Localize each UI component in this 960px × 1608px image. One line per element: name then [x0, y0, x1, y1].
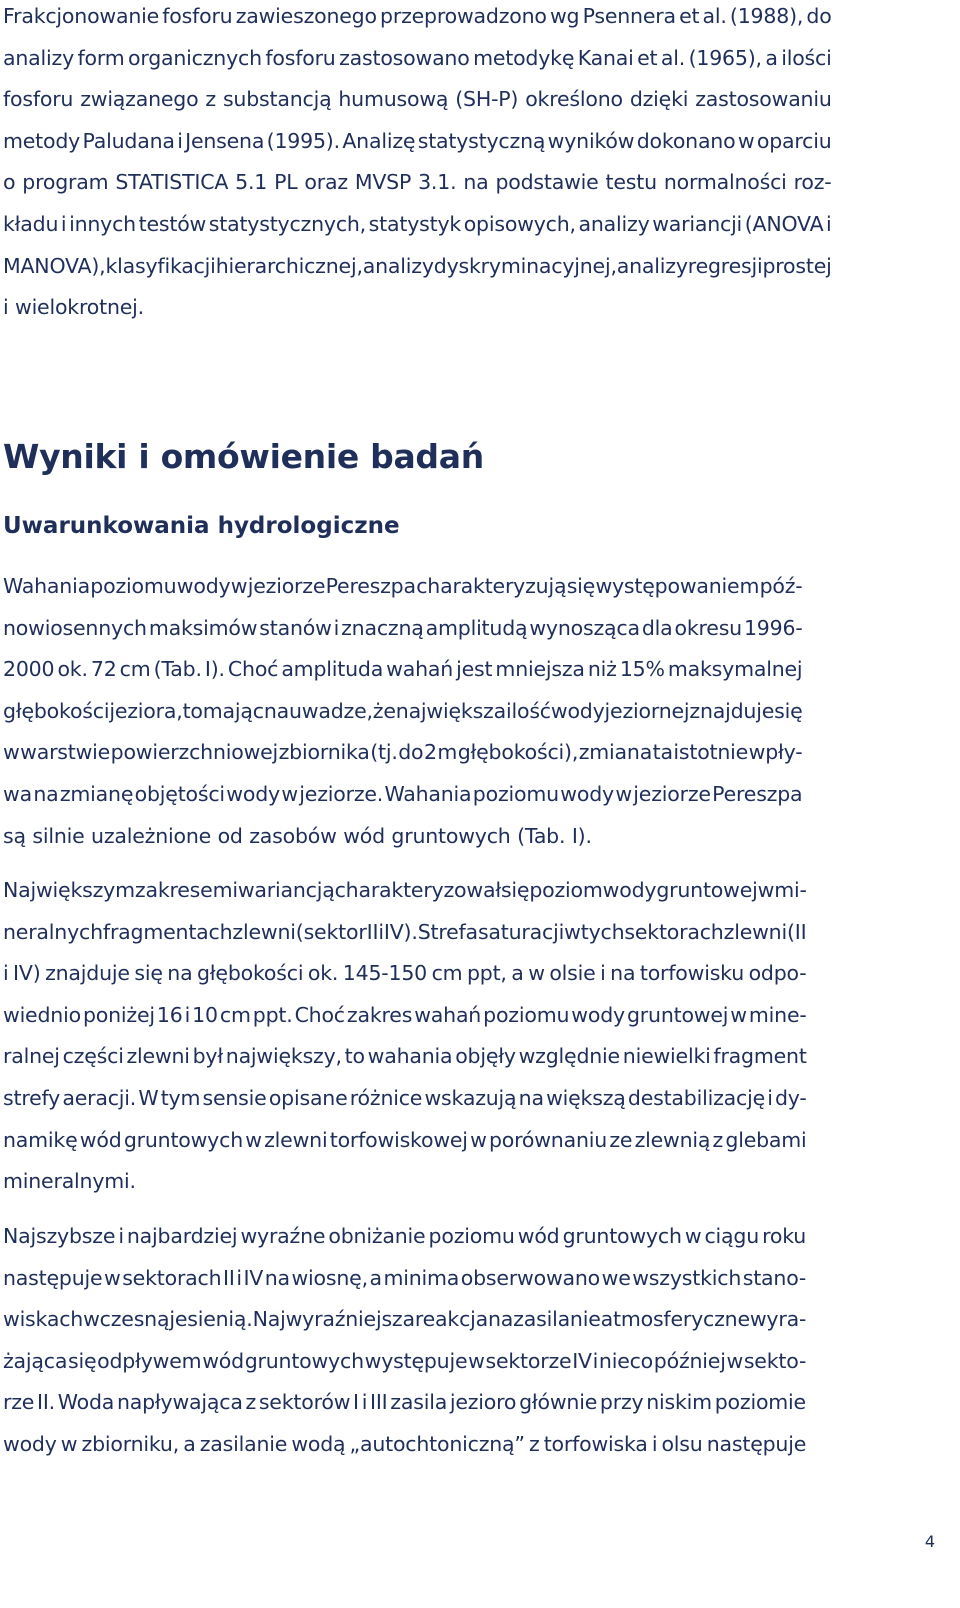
text-line: Frakcjonowanie fosforu zawieszonego przeprowadzono wg Psennera et al. (1988), do — [3, 4, 832, 28]
text-line: w warstwie powierzchniowej zbiornika (tj. do 2 m głębokości), zmiana ta istotnie wpły- — [3, 740, 803, 765]
paragraph-groundwater-dynamics — [3, 1216, 806, 1466]
text-line: neralnych fragmentach zlewni (sektor II i IV). Strefa saturacji w tych sektorach zlewni (II — [3, 919, 807, 944]
paragraph-groundwater-range — [3, 870, 807, 1203]
paragraph-methods — [3, 0, 832, 329]
section-title: Wyniki i omówienie badań — [3, 437, 484, 476]
text-line: wa na zmianę objętości wody w jeziorze. Wahania poziomu wody w jeziorze Pereszpa — [3, 781, 803, 806]
text-line: strefy aeracji. W tym sensie opisane różnice wskazują na większą destabilizację i dy- — [3, 1085, 807, 1110]
text-line: fosforu związanego z substancją humusową (SH-P) określono dzięki zastosowaniu — [3, 87, 832, 112]
text-line: Największym zakresem i wariancją charakteryzował się poziom wody gruntowej w mi- — [3, 878, 807, 902]
text-line: analizy form organicznych fosforu zastosowano metodykę Kanai et al. (1965), a ilości — [3, 45, 832, 70]
text-line: następuje w sektorach II i IV na wiosnę, a minima obserwowano we wszystkich stano- — [3, 1265, 807, 1290]
text-line: i wielokrotnej. — [3, 295, 144, 320]
text-line: głębokości jeziora, to mając na uwadze, że największa ilość wody jeziornej znajduje się — [3, 698, 803, 723]
text-line: namikę wód gruntowych w zlewni torfowiskowej w porównaniu ze zlewnią z glebami — [3, 1127, 807, 1152]
subsection-title: Uwarunkowania hydrologiczne — [3, 513, 400, 539]
page-number: 4 — [924, 1532, 935, 1551]
text-line: nowiosennych maksimów stanów i znaczną amplitudą wynosząca dla okresu 1996- — [3, 615, 803, 640]
text-line: żająca się odpływem wód gruntowych występuje w sektorze IV i nieco później w sekto- — [3, 1348, 807, 1373]
text-line: rze II. Woda napływająca z sektorów I i III zasila jezioro głównie przy niskim poziomie — [3, 1390, 806, 1415]
text-line: i IV) znajduje się na głębokości ok. 145-150 cm ppt, a w olsie i na torfowisku odpo- — [3, 961, 807, 986]
text-line: wiednio poniżej 16 i 10 cm ppt. Choć zakres wahań poziomu wody gruntowej w mine- — [3, 1002, 807, 1027]
text-line: metody Paludana i Jensena (1995). Analizę statystyczną wyników dokonano w oparciu — [3, 128, 832, 153]
text-line: wody w zbiorniku, a zasilanie wodą „autochtoniczną” z torfowiska i olsu następuje — [3, 1431, 807, 1456]
text-line: MANOVA), klasyfikacji hierarchicznej, analizy dyskryminacyjnej, analizy regresji prostej — [3, 253, 832, 278]
text-line: 2000 ok. 72 cm (Tab. I). Choć amplituda wahań jest mniejsza niż 15% maksymalnej — [3, 657, 803, 682]
text-line: o program STATISTICA 5.1 PL oraz MVSP 3.1. na podstawie testu normalności roz- — [3, 170, 832, 195]
text-line: mineralnymi. — [3, 1169, 136, 1194]
text-line: Wahania poziomu wody w jeziorze Pereszpa charakteryzują się występowaniem póź- — [3, 574, 803, 598]
text-line: Najszybsze i najbardziej wyraźne obniżanie poziomu wód gruntowych w ciągu roku — [3, 1224, 807, 1248]
text-line: wiskach wczesną jesienią. Najwyraźniejsza reakcja na zasilanie atmosferyczne wyra- — [3, 1307, 807, 1332]
text-line: ralnej części zlewni był największy, to wahania objęły względnie niewielki fragment — [3, 1044, 807, 1069]
text-line: są silnie uzależnione od zasobów wód gruntowych (Tab. I). — [3, 823, 592, 848]
text-line: kładu i innych testów statystycznych, statystyk opisowych, analizy wariancji (ANOVA i — [3, 211, 832, 236]
paragraph-lake-levels — [3, 566, 803, 857]
